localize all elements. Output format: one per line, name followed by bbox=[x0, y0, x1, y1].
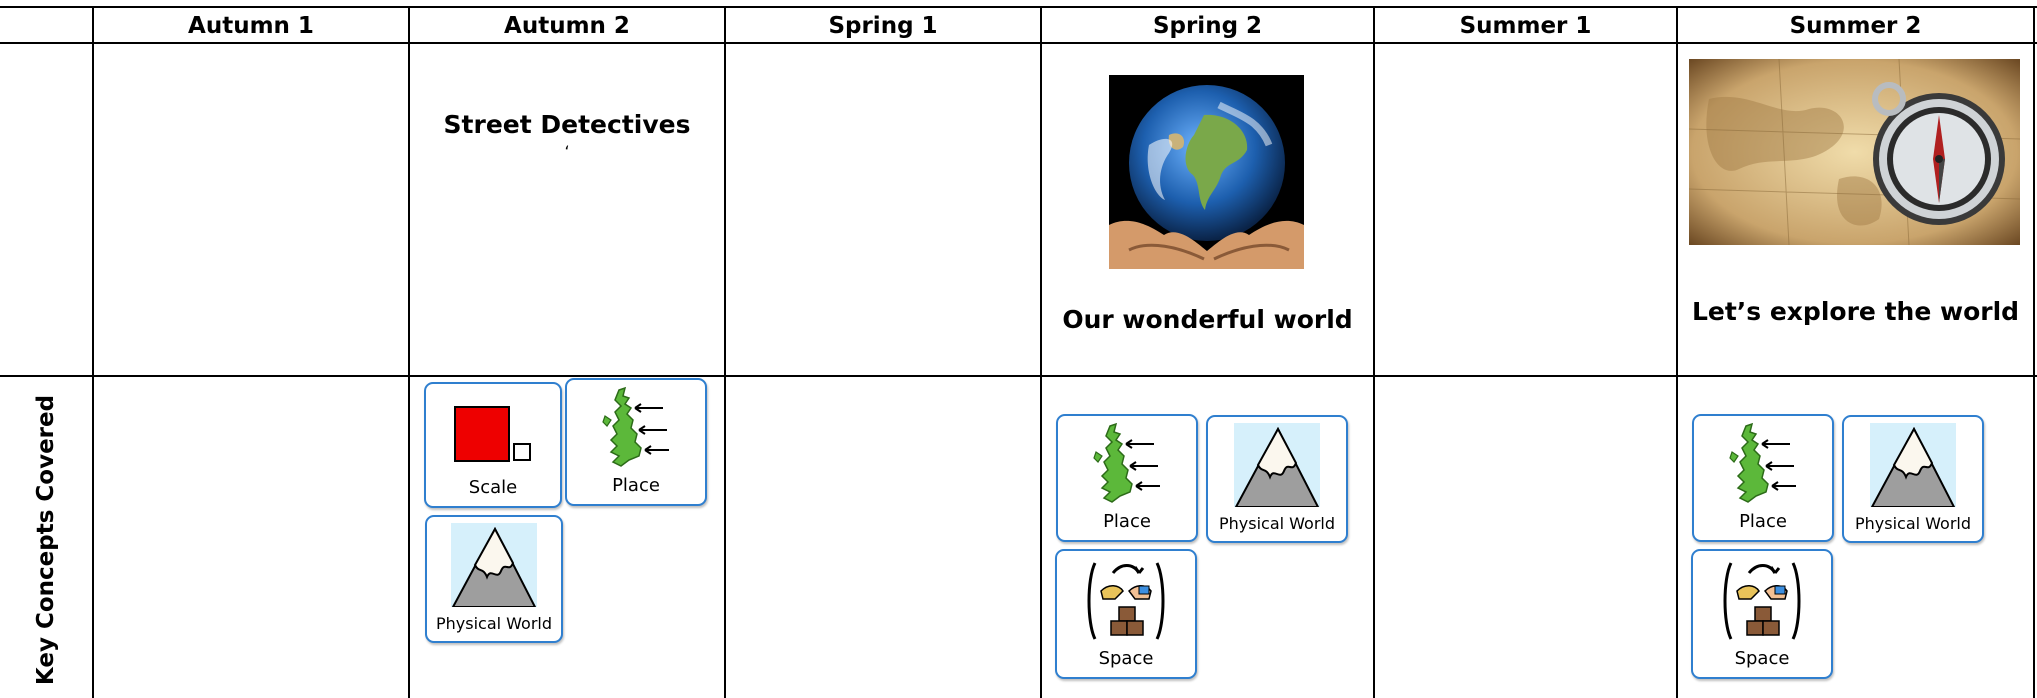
row-label-key-concepts bbox=[16, 390, 76, 690]
table-right-border bbox=[2033, 6, 2035, 698]
map-compass-image bbox=[1689, 59, 2020, 245]
concept-card-place bbox=[1692, 414, 1834, 542]
mountain-icon bbox=[1870, 423, 1956, 507]
header-spring-1: Spring 1 bbox=[828, 13, 938, 39]
header-spring-2: Spring 2 bbox=[1152, 13, 1263, 39]
uk-map-icon bbox=[601, 386, 671, 470]
topic-row-border bbox=[0, 375, 2037, 377]
column-divider bbox=[724, 6, 726, 698]
concept-label: Space bbox=[1098, 648, 1154, 669]
concept-label: Physical World bbox=[1218, 514, 1336, 533]
column-divider bbox=[1040, 6, 1042, 698]
header-summer-2: Summer 2 bbox=[1789, 13, 1922, 39]
space-icon bbox=[1721, 559, 1803, 643]
concept-label: Place bbox=[1739, 511, 1787, 532]
scale-icon bbox=[454, 406, 534, 468]
header-autumn-1: Autumn 1 bbox=[188, 13, 314, 39]
concept-card-physical-world bbox=[425, 515, 563, 643]
topic-title-lets-explore-the-world: Let’s explore the world bbox=[1691, 297, 2020, 326]
concept-label: Place bbox=[1103, 511, 1151, 532]
topic-stray-mark: ‘ bbox=[564, 142, 570, 161]
row-label-text: Key Concepts Covered bbox=[33, 394, 59, 686]
column-divider bbox=[1676, 6, 1678, 698]
concept-card-physical-world bbox=[1206, 415, 1348, 543]
earth-in-hands-image bbox=[1109, 75, 1304, 269]
mountain-icon bbox=[451, 523, 537, 607]
concept-card-physical-world bbox=[1842, 415, 1984, 543]
concept-label: Physical World bbox=[435, 614, 553, 633]
header-summer-1: Summer 1 bbox=[1459, 13, 1592, 39]
topic-title-our-wonderful-world: Our wonderful world bbox=[1062, 305, 1353, 334]
concept-label: Place bbox=[612, 475, 660, 496]
concept-card-space bbox=[1055, 549, 1197, 679]
column-divider bbox=[92, 6, 94, 698]
uk-map-icon bbox=[1092, 422, 1162, 506]
header-autumn-2: Autumn 2 bbox=[504, 13, 630, 39]
mountain-icon bbox=[1234, 423, 1320, 507]
concept-label: Physical World bbox=[1854, 514, 1972, 533]
concept-card-space bbox=[1691, 549, 1833, 679]
concept-label: Space bbox=[1734, 648, 1790, 669]
concept-card-scale bbox=[424, 382, 562, 508]
column-divider bbox=[1373, 6, 1375, 698]
uk-map-icon bbox=[1728, 422, 1798, 506]
topic-title-street-detectives: Street Detectives bbox=[443, 110, 691, 139]
space-icon bbox=[1085, 559, 1167, 643]
concept-label: Scale bbox=[468, 477, 518, 498]
concept-card-place bbox=[1056, 414, 1198, 542]
concept-card-place bbox=[565, 378, 707, 506]
